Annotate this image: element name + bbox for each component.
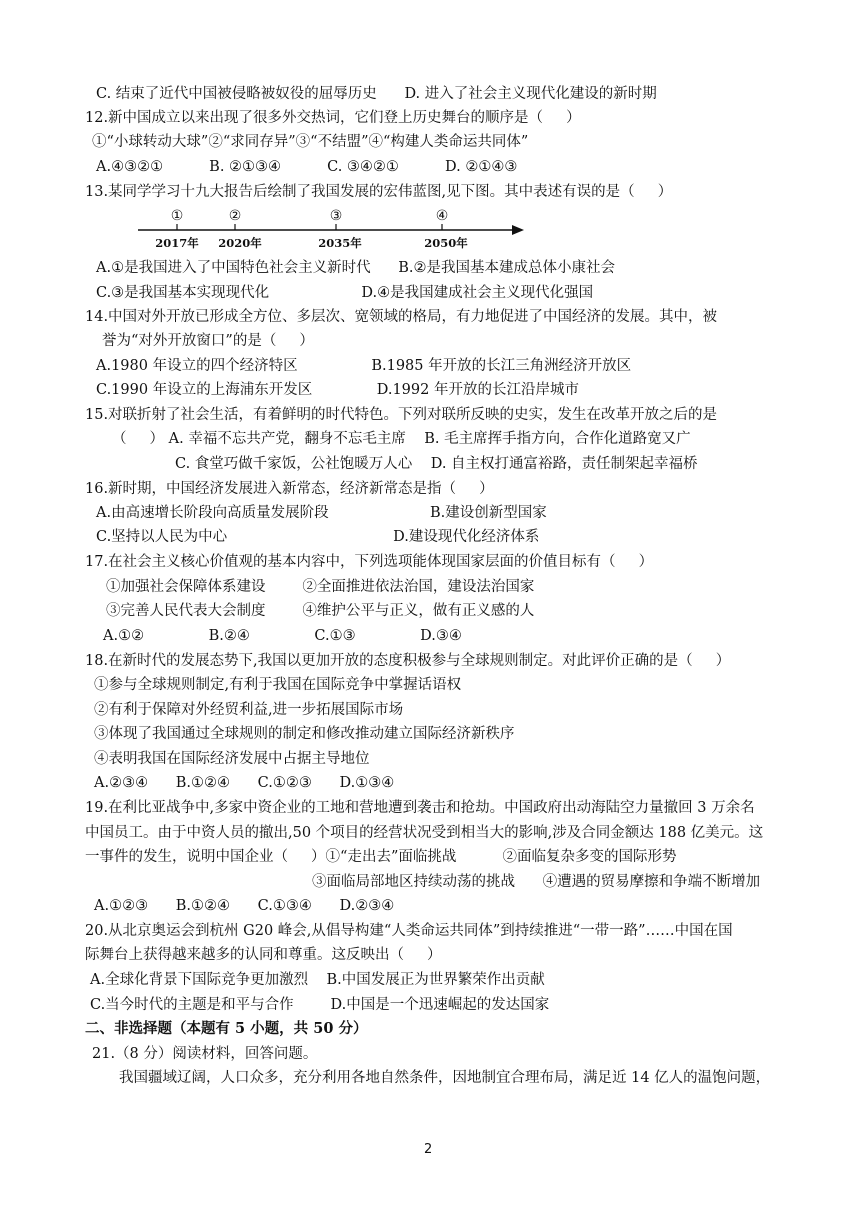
q21-material: 我国疆域辽阔，人口众多，充分利用各地自然条件，因地制宜合理布局，满足近 14 亿人的温饱问题， [119, 1070, 771, 1086]
q13-options-cd: C.③是我国基本实现现代化 D.④是我国建成社会主义现代化强国 [96, 285, 594, 301]
development-timeline [130, 205, 530, 251]
q18-item-2: ②有利于保障对外经贸利益,进一步拓展国际市场 [94, 702, 404, 718]
timeline-marker-1: ① [170, 208, 184, 224]
q12-options: A.④③②① B. ②①③④ C. ③④②① D. ②①④③ [96, 159, 518, 175]
q18-item-1: ①参与全球规则制定,有利于我国在国际竞争中掌握话语权 [94, 677, 462, 693]
q17-items-34: ③完善人民代表大会制度 ④维护公平与正义，做有正义感的人 [106, 603, 535, 619]
q13-stem: 13.某同学学习十九大报告后绘制了我国发展的宏伟蓝图,见下图。其中表述有误的是（ ） [85, 184, 673, 200]
q12-items: ①“小球转动大球”②“求同存异”③“不结盟”④“构建人类命运共同体” [92, 134, 529, 150]
timeline-marker-2: ② [228, 208, 242, 224]
q15-stem: 15.对联折射了社会生活，有着鲜明的时代特色。下列对联所反映的史实，发生在改革开放之后的是 [85, 407, 718, 423]
q18-options: A.②③④ B.①②④ C.①②③ D.①③④ [94, 775, 395, 791]
q16-options-cd: C.坚持以人民为中心 D.建设现代化经济体系 [96, 529, 540, 545]
timeline-year-2020: 2020年 [218, 236, 262, 250]
q19-items-34: ③面临局部地区持续动荡的挑战 ④遭遇的贸易摩擦和争端不断增加 [312, 874, 761, 890]
page-number: 2 [424, 1142, 433, 1157]
q17-stem: 17.在社会主义核心价值观的基本内容中，下列选项能体现国家层面的价值目标有（ ） [85, 554, 654, 570]
q16-options-ab: A.由高速增长阶段向高质量发展阶段 B.建设创新型国家 [96, 505, 547, 521]
q19-stem-2: 中国员工。由于中资人员的撤出,50 个项目的经营状况受到相当大的影响,涉及合同金额达 188 亿美元。这 [85, 825, 764, 841]
timeline-arrowhead [512, 225, 524, 235]
q14-options-cd: C.1990 年设立的上海浦东开发区 D.1992 年开放的长江沿岸城市 [96, 382, 579, 398]
q15-options-cd: C. 食堂巧做千家饭，公社饱暖万人心 D. 自主权打通富裕路，责任制架起幸福桥 [175, 456, 698, 472]
q20-options-cd: C.当今时代的主题是和平与合作 D.中国是一个迅速崛起的发达国家 [90, 997, 550, 1013]
q15-options-ab: （ ） A. 幸福不忘共产党，翻身不忘毛主席 B. 毛主席挥手指方向，合作化道路宽又广 [112, 431, 691, 447]
q12-stem: 12.新中国成立以来出现了很多外交热词，它们登上历史舞台的顺序是（ ） [85, 110, 581, 126]
timeline-marker-3: ③ [329, 208, 343, 224]
q18-item-3: ③体现了我国通过全球规则的制定和修改推动建立国际经济新秩序 [94, 726, 515, 742]
q14-stem-1: 14.中国对外开放已形成全方位、多层次、宽领域的格局，有力地促进了中国经济的发展。其中，被 [85, 309, 718, 325]
q18-stem: 18.在新时代的发展态势下,我国以更加开放的态度积极参与全球规则制定。对此评价正确的是（ ） [85, 653, 731, 669]
q16-stem: 16.新时期，中国经济发展进入新常态，经济新常态是指（ ） [85, 481, 494, 497]
q17-options: A.①② B.②④ C.①③ D.③④ [103, 628, 462, 644]
q18-item-4: ④表明我国在国际经济发展中占据主导地位 [94, 751, 370, 767]
q19-stem-1: 19.在利比亚战争中,多家中资企业的工地和营地遭到袭击和抢劫。中国政府出动海陆空力量撤回 3 万余名 [85, 800, 755, 816]
q19-stem-3: 一事件的发生，说明中国企业（ ）①“走出去”面临挑战 ②面临复杂多变的国际形势 [85, 849, 677, 865]
q17-items-12: ①加强社会保障体系建设 ②全面推进依法治国，建设法治国家 [106, 579, 535, 595]
q20-stem-2: 际舞台上获得越来越多的认同和尊重。这反映出（ ） [85, 947, 442, 963]
q14-stem-2: 誉为“对外开放窗口”的是（ ） [102, 333, 314, 349]
q14-options-ab: A.1980 年设立的四个经济特区 B.1985 年开放的长江三角洲经济开放区 [96, 358, 632, 374]
q20-options-ab: A.全球化背景下国际竞争更加激烈 B.中国发展正为世界繁荣作出贡献 [90, 972, 545, 988]
q20-stem-1: 20.从北京奥运会到杭州 G20 峰会,从倡导构建“人类命运共同体”到持续推进“一带一路”……中国在国 [85, 923, 733, 939]
timeline-marker-4: ④ [435, 208, 449, 224]
q19-options: A.①②③ B.①②④ C.①③④ D.②③④ [94, 898, 395, 914]
section-heading: 二、非选择题（本题有 5 小题，共 50 分） [85, 1020, 368, 1037]
q13-options-ab: A.①是我国进入了中国特色社会主义新时代 B.②是我国基本建成总体小康社会 [96, 260, 615, 276]
timeline-year-2035: 2035年 [318, 236, 362, 250]
timeline-year-2017: 2017年 [155, 236, 199, 250]
q11-options-cd: C. 结束了近代中国被侵略被奴役的屈辱历史 D. 进入了社会主义现代化建设的新时期 [96, 86, 657, 102]
q21-stem: 21.（8 分）阅读材料，回答问题。 [92, 1046, 318, 1062]
timeline-year-2050: 2050年 [424, 236, 468, 250]
